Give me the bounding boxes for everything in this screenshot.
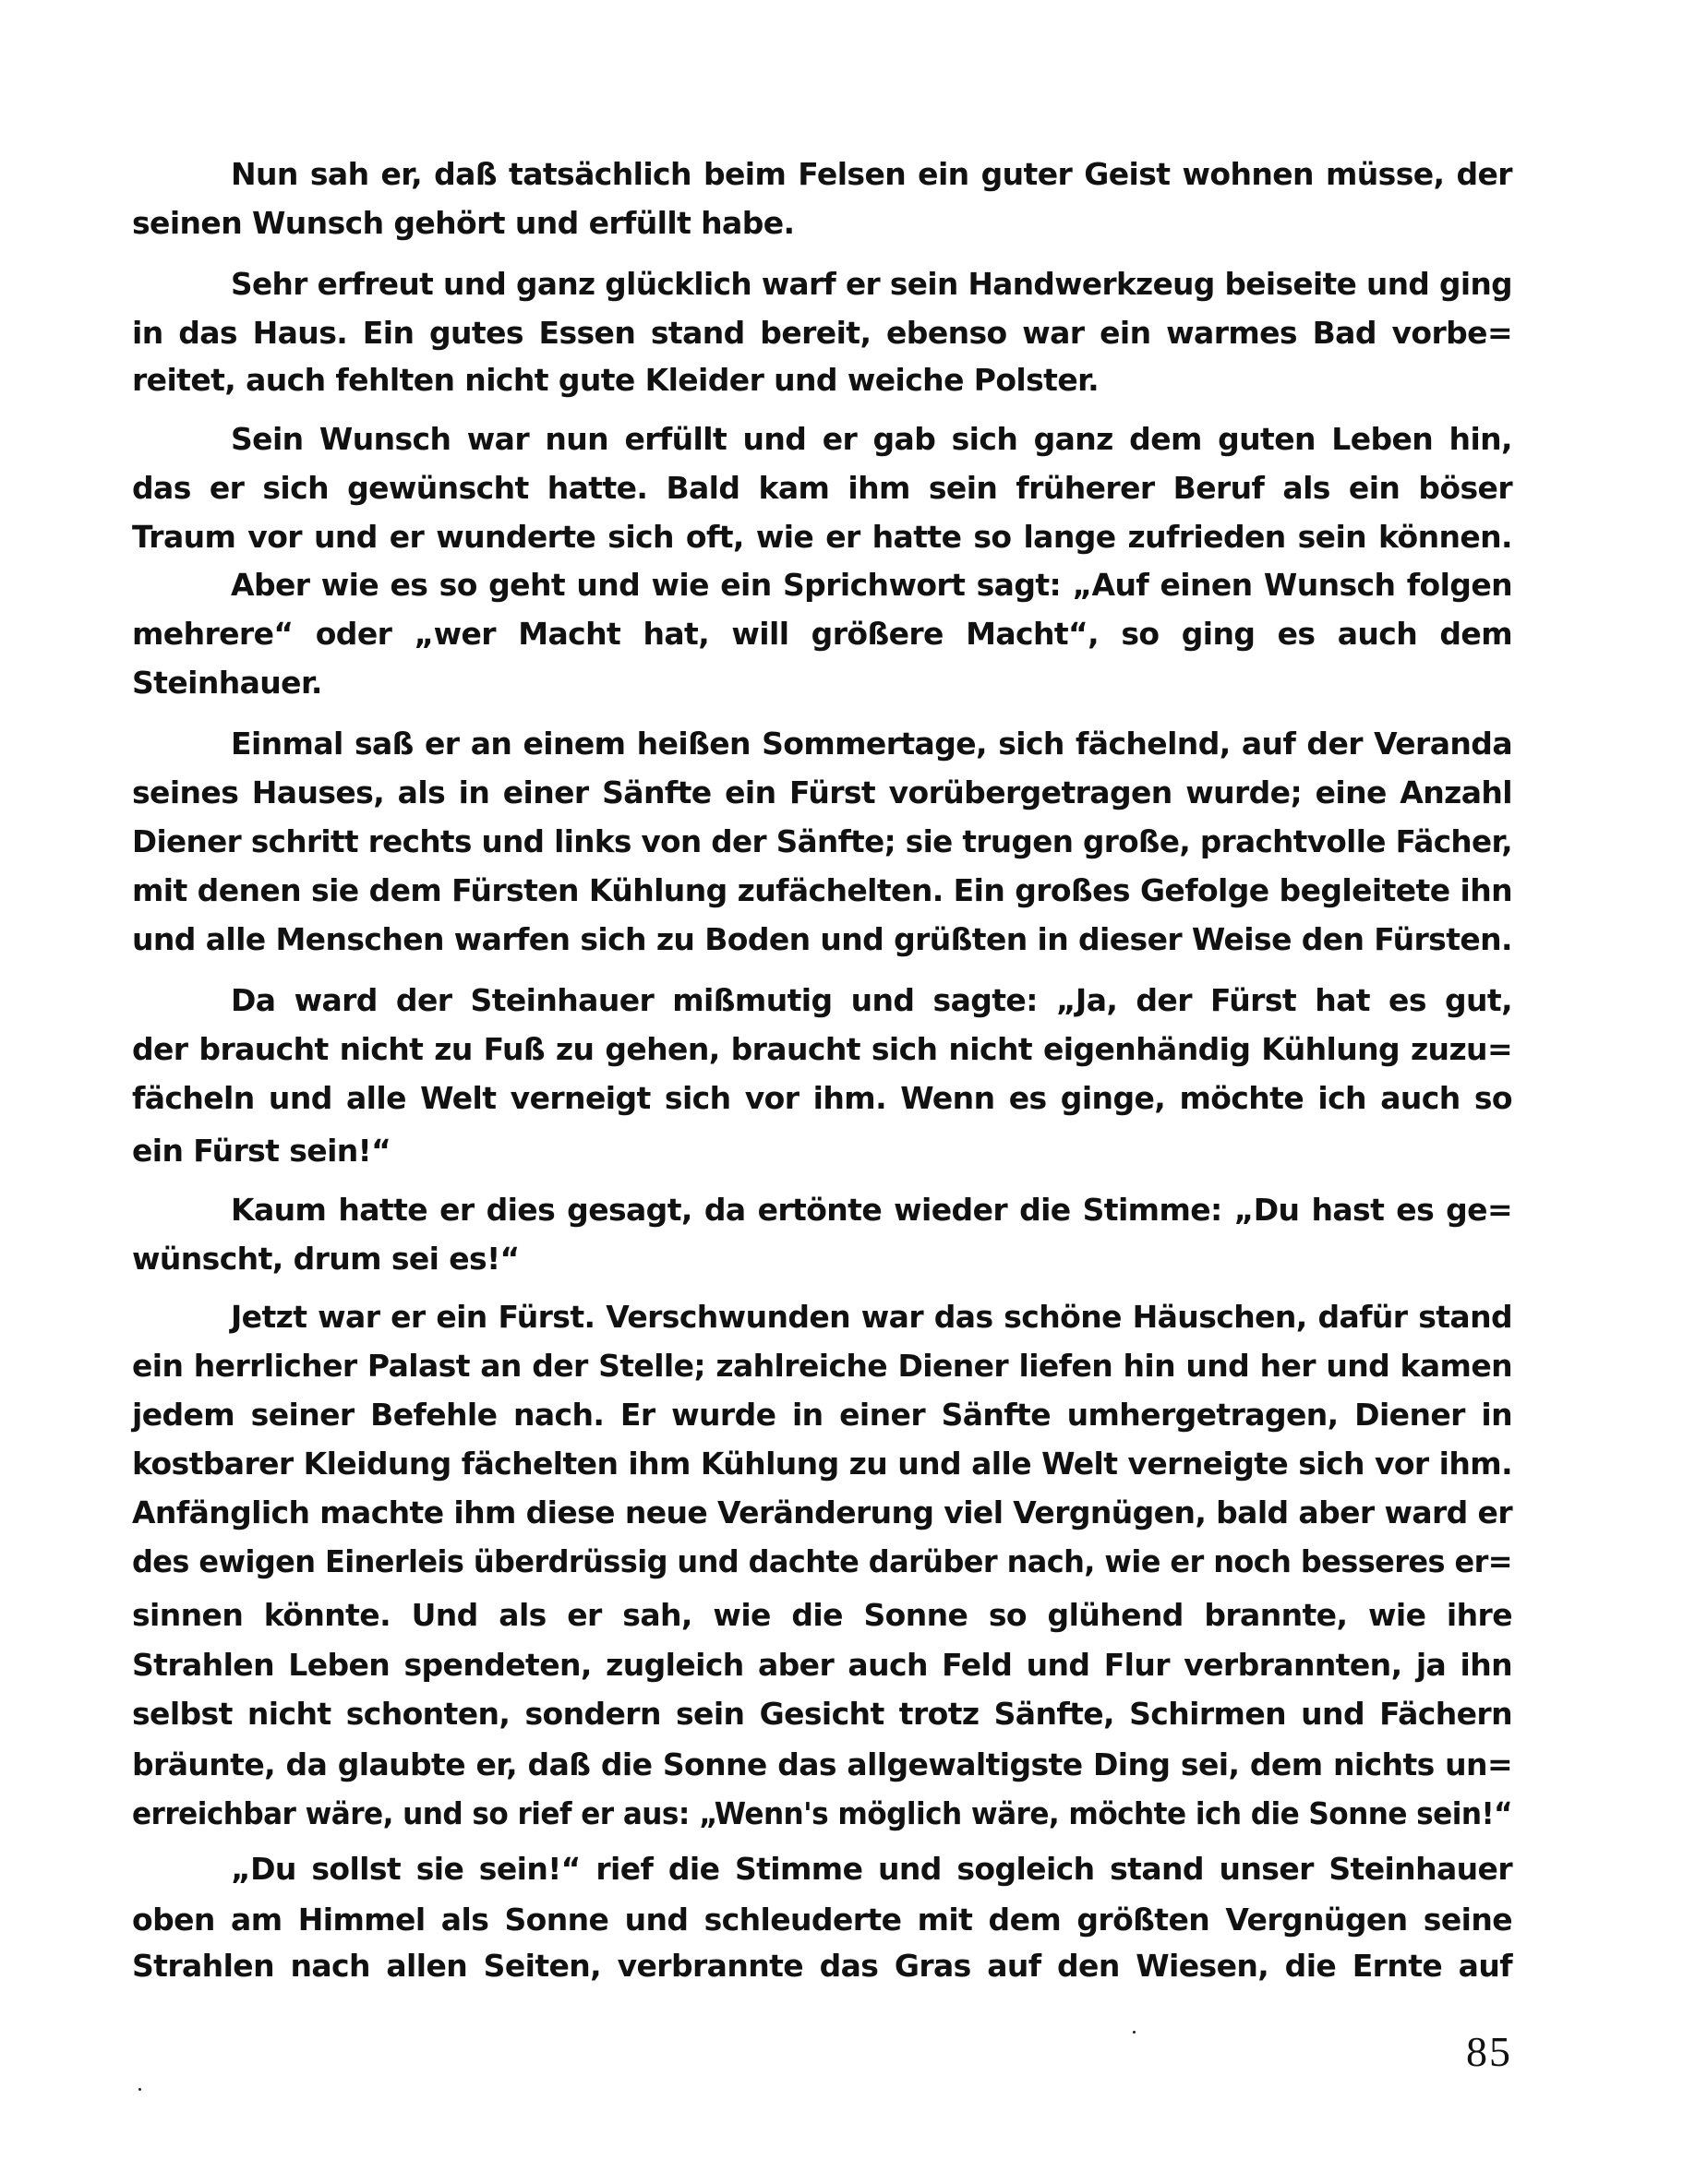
text-line-paragraph-start: Jetzt war er ein Fürst. Verschwunden war das schöne Häuschen, dafür stand: [231, 1299, 1512, 1335]
text-line: mehrere“ oder „wer Macht hat, will größere Macht“, so ging es auch dem: [132, 616, 1512, 652]
text-line: kostbarer Kleidung fächelten ihm Kühlung zu und alle Welt verneigte sich vor ihm.: [132, 1446, 1512, 1482]
text-line: Anfänglich machte ihm diese neue Veränderung viel Vergnügen, bald aber ward er: [132, 1494, 1512, 1530]
text-line-paragraph-start: Einmal saß er an einem heißen Sommertage, sich fächelnd, auf der Veranda: [231, 726, 1512, 762]
text-line-paragraph-end: Traum vor und er wunderte sich oft, wie er hatte so lange zufrieden sein können.: [132, 519, 1512, 555]
text-line: fächeln und alle Welt verneigt sich vor ihm. Wenn es ginge, möchte ich auch so: [132, 1080, 1512, 1116]
text-line-paragraph-end: ein Fürst sein!“: [132, 1133, 391, 1169]
text-line-paragraph-start: Kaum hatte er dies gesagt, da ertönte wieder die Stimme: „Du hast es ge=: [231, 1192, 1512, 1228]
text-line-paragraph-end: reitet, auch fehlten nicht gute Kleider und weiche Polster.: [132, 362, 1100, 398]
text-line-paragraph-end: wünscht, drum sei es!“: [132, 1241, 520, 1277]
text-line: mit denen sie dem Fürsten Kühlung zufächelten. Ein großes Gefolge begleitete ihn: [132, 872, 1512, 908]
text-line-paragraph-start: Sein Wunsch war nun erfüllt und er gab sich ganz dem guten Leben hin,: [231, 421, 1512, 457]
text-line: Strahlen Leben spendeten, zugleich aber auch Feld und Flur verbrannten, ja ihn: [132, 1647, 1512, 1683]
text-line: Strahlen nach allen Seiten, verbrannte das Gras auf den Wiesen, die Ernte auf: [132, 1948, 1512, 1984]
text-line-paragraph-end: seinen Wunsch gehört und erfüllt habe.: [132, 205, 795, 241]
scan-speck: [1133, 2031, 1136, 2034]
text-line-paragraph-start: Sehr erfreut und ganz glücklich warf er sein Handwerkzeug beiseite und ging: [231, 266, 1512, 302]
text-line: selbst nicht schonten, sondern sein Gesicht trotz Sänfte, Schirmen und Fächern: [132, 1696, 1512, 1732]
text-line: des ewigen Einerleis überdrüssig und dachte darüber nach, wie er noch besseres er=: [132, 1543, 1512, 1579]
text-line: bräunte, da glaubte er, daß die Sonne das allgewaltigste Ding sei, dem nichts un=: [132, 1746, 1512, 1782]
text-line: oben am Himmel als Sonne und schleuderte mit dem größten Vergnügen seine: [132, 1902, 1512, 1938]
text-line: seines Hauses, als in einer Sänfte ein Fürst vorübergetragen wurde; eine Anzahl: [132, 774, 1512, 810]
text-line-paragraph-end: Steinhauer.: [132, 665, 322, 701]
text-line-paragraph-end: und alle Menschen warfen sich zu Boden und grüßten in dieser Weise den Fürsten.: [132, 921, 1512, 957]
text-line-paragraph-start: „Du sollst sie sein!“ rief die Stimme und sogleich stand unser Steinhauer: [231, 1851, 1512, 1887]
text-line: der braucht nicht zu Fuß zu gehen, braucht sich nicht eigenhändig Kühlung zuzu=: [132, 1031, 1512, 1067]
text-line-paragraph-start: Aber wie es so geht und wie ein Sprichwort sagt: „Auf einen Wunsch folgen: [231, 567, 1512, 603]
text-line: sinnen könnte. Und als er sah, wie die Sonne so glühend brannte, wie ihre: [132, 1597, 1512, 1633]
text-line-paragraph-end: erreichbar wäre, und so rief er aus: „Wenn's möglich wäre, möchte ich die Sonne sein!“: [132, 1795, 1512, 1831]
text-line: ein herrlicher Palast an der Stelle; zahlreiche Diener liefen hin und her und kamen: [132, 1348, 1512, 1384]
scan-speck: [138, 2088, 141, 2091]
text-line: Diener schritt rechts und links von der Sänfte; sie trugen große, prachtvolle Fächer,: [132, 823, 1512, 859]
text-line: das er sich gewünscht hatte. Bald kam ihm sein früherer Beruf als ein böser: [132, 470, 1512, 506]
text-line: in das Haus. Ein gutes Essen stand bereit, ebenso war ein warmes Bad vorbe=: [132, 315, 1512, 351]
text-line: jedem seiner Befehle nach. Er wurde in einer Sänfte umhergetragen, Diener in: [132, 1397, 1512, 1433]
page-number: 85: [1466, 2028, 1512, 2075]
text-line-paragraph-start: Da ward der Steinhauer mißmutig und sagte: „Ja, der Fürst hat es gut,: [231, 982, 1512, 1018]
text-line-paragraph-start: Nun sah er, daß tatsächlich beim Felsen ein guter Geist wohnen müsse, der: [231, 156, 1512, 192]
